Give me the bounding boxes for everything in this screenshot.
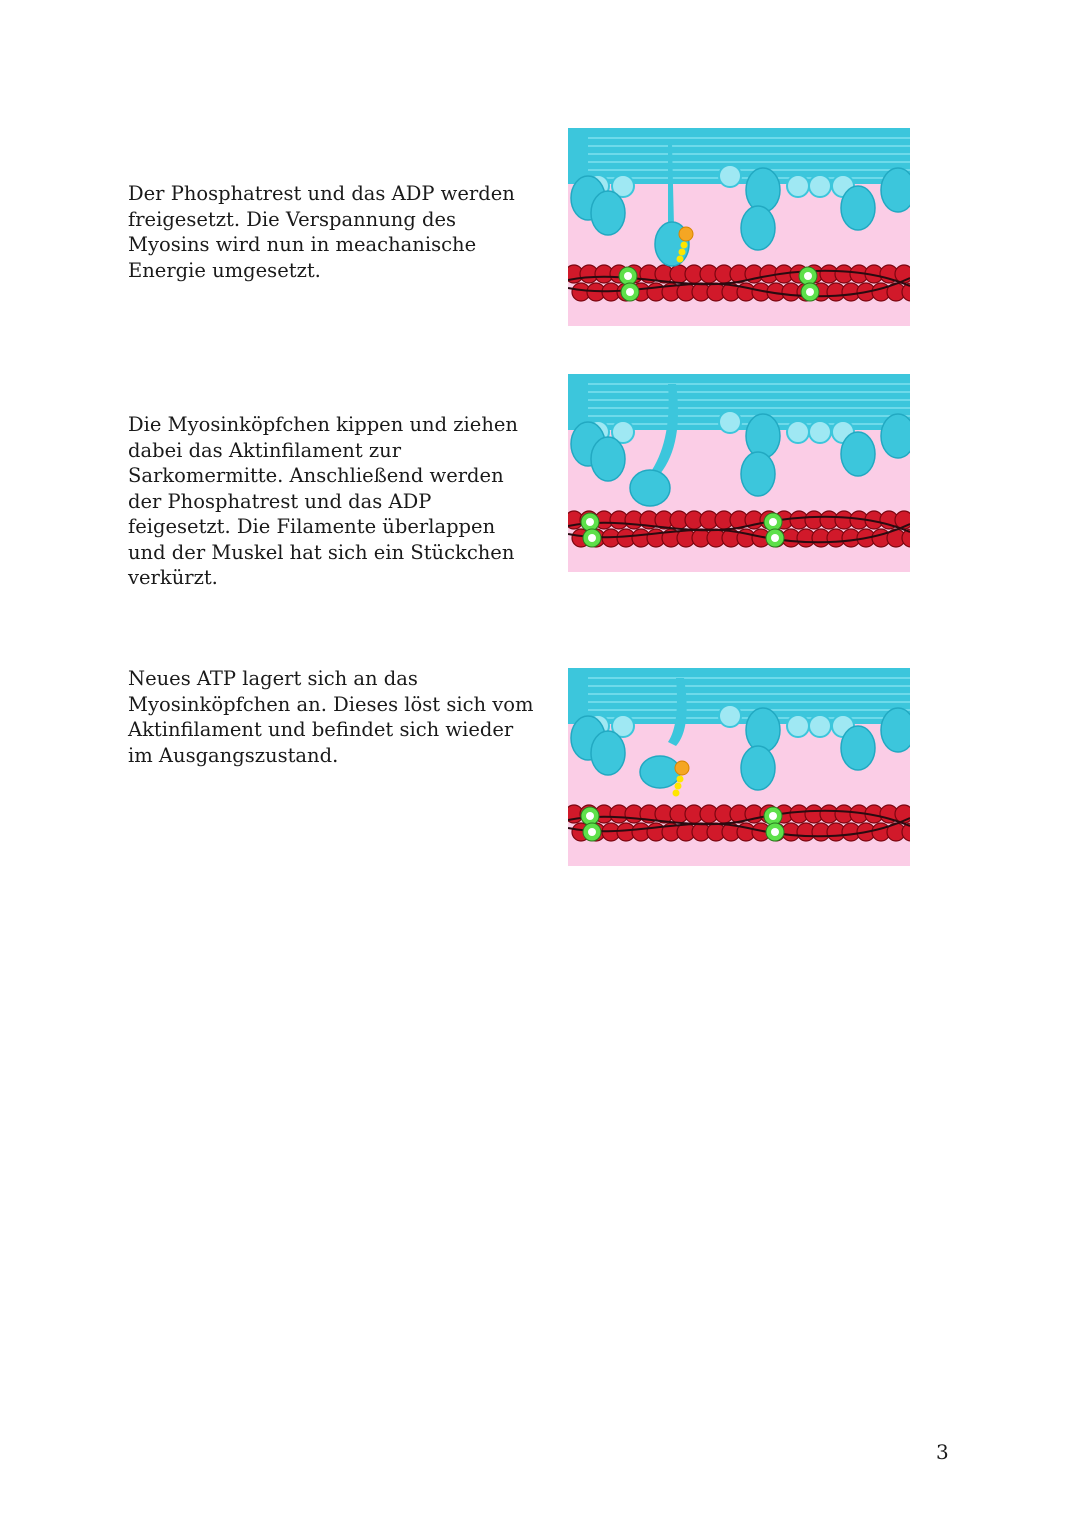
myosin-subunit: [719, 411, 741, 433]
myosin-head: [881, 414, 910, 458]
step-2-text: Die Myosinköpfchen kippen und ziehen dabei das Aktinfilament zur Sarkomermitte. Anschließend werden der Phosphatrest und das ADP feigesetzt. Die Filamente überlappen und der Muskel hat sich ein Stückchen verkürzt.: [128, 413, 518, 589]
myosin-head: [841, 726, 875, 770]
myosin-head: [741, 452, 775, 496]
myosin-head: [591, 731, 625, 775]
myosin-head: [881, 708, 910, 752]
actin-filament: [568, 805, 910, 841]
myosin-head: [841, 432, 875, 476]
actin-filament: [568, 511, 910, 547]
myosin-subunit: [719, 165, 741, 187]
step-1-text: Der Phosphatrest und das ADP werden freigesetzt. Die Verspannung des Myosins wird nun in meachanische Energie umgesetzt.: [128, 182, 515, 282]
myosin-head: [746, 708, 780, 752]
myosin-head: [591, 437, 625, 481]
myosin-subunit: [787, 175, 809, 197]
crossbridge-diagram-2: [568, 374, 910, 572]
myosin-head: [746, 168, 780, 212]
myosin-subunit: [787, 421, 809, 443]
myosin-head: [741, 206, 775, 250]
crossbridge-diagram-1: [568, 128, 910, 326]
myosin-subunit: [787, 715, 809, 737]
figure-step-1: [568, 128, 910, 326]
page-number: 3: [936, 1440, 949, 1464]
myosin-head: [591, 191, 625, 235]
myosin-subunit: [809, 175, 831, 197]
myosin-subunit: [719, 705, 741, 727]
myosin-subunit: [809, 421, 831, 443]
myosin-head: [841, 186, 875, 230]
crossbridge-diagram-3: [568, 668, 910, 866]
myosin-subunit: [809, 715, 831, 737]
figure-step-3: [568, 668, 910, 866]
myosin-head: [881, 168, 910, 212]
figure-step-2: [568, 374, 910, 572]
myosin-head: [746, 414, 780, 458]
step-3-text: Neues ATP lagert sich an das Myosinköpfchen an. Dieses löst sich vom Aktinfilament und befindet sich wieder im Ausgangszustand.: [128, 667, 534, 767]
actin-filament: [568, 265, 910, 301]
myosin-head: [741, 746, 775, 790]
